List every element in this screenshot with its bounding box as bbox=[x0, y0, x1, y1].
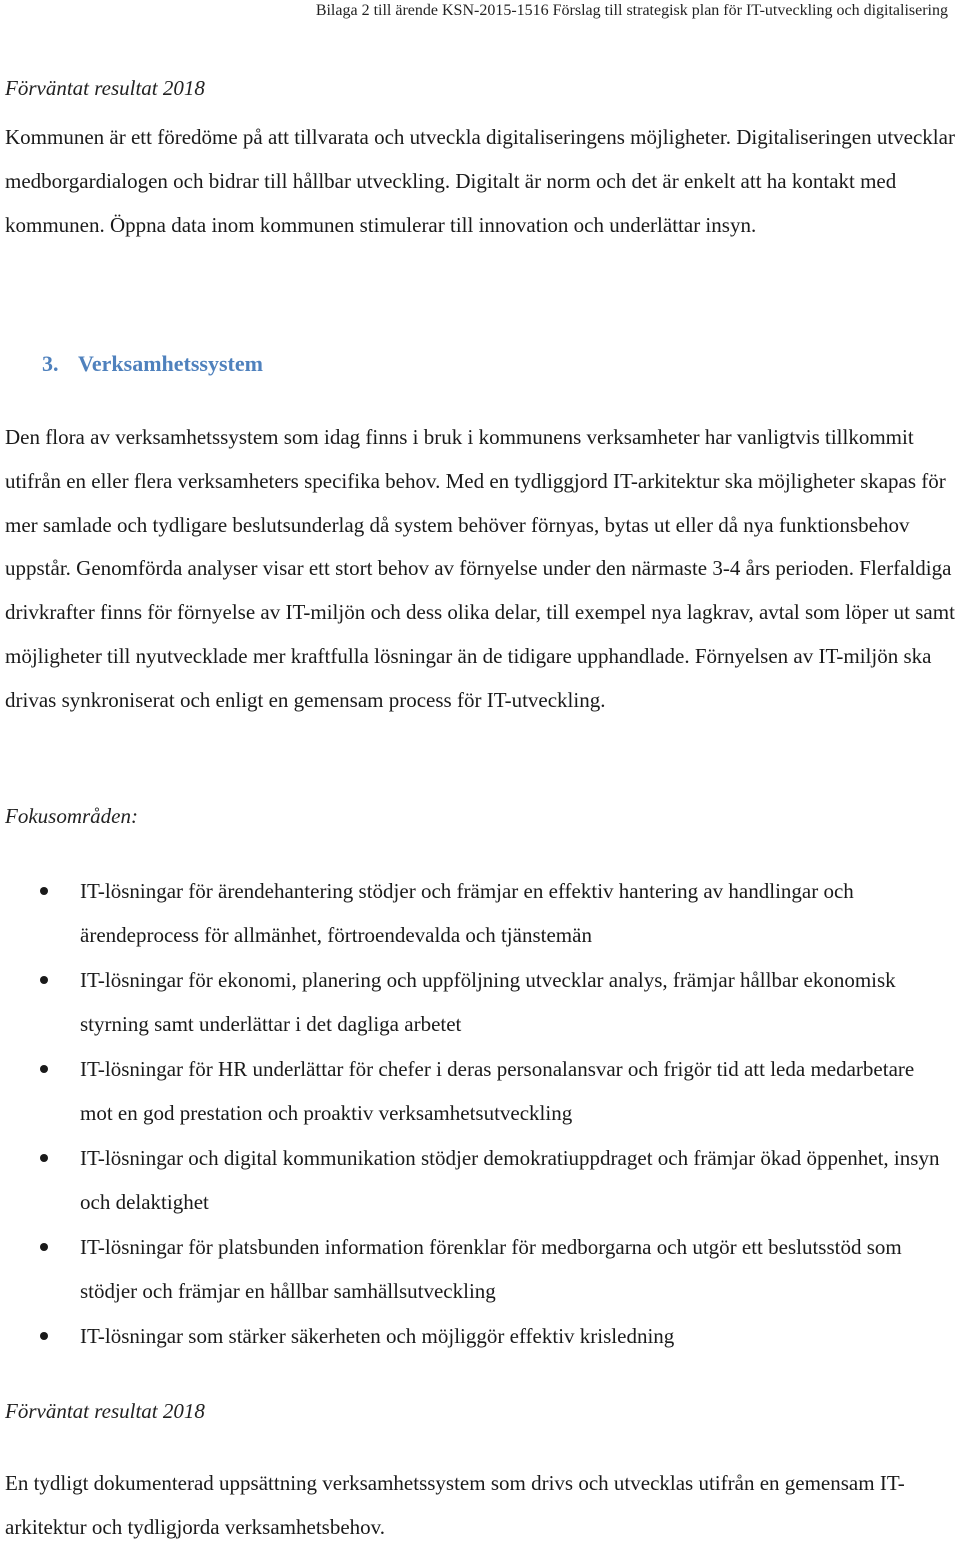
list-item bbox=[0, 869, 960, 957]
bullet-icon bbox=[40, 1243, 48, 1251]
list-item-text: IT-lösningar för ärendehantering stödjer och främjar en effektiv hantering av handlingar och ärendeprocess för allmänhet, förtroendevalda och tjänstemän bbox=[80, 879, 854, 947]
bullet-icon bbox=[40, 1154, 48, 1162]
list-item-text: IT-lösningar för HR underlättar för chefer i deras personalansvar och frigör tid att leda medarbetare mot en god prestation och proaktiv verksamhetsutveckling bbox=[80, 1057, 915, 1125]
section-heading-3 bbox=[42, 348, 263, 380]
section-title: Verksamhetssystem bbox=[78, 351, 263, 376]
bullet-icon bbox=[40, 1065, 48, 1073]
focus-areas-heading: Fokusområden: bbox=[5, 804, 138, 828]
list-item-text: IT-lösningar för ekonomi, planering och uppföljning utvecklar analys, främjar hållbar ekonomisk styrning samt underlättar i det dagliga arbetet bbox=[80, 968, 896, 1036]
list-item bbox=[0, 1047, 960, 1135]
list-item-text: IT-lösningar för platsbunden information förenklar för medborgarna och utgör ett beslutsstöd som stödjer och främjar en hållbar samhällsutveckling bbox=[80, 1235, 902, 1303]
bullet-icon bbox=[40, 976, 48, 984]
focus-areas-list bbox=[0, 869, 960, 1359]
list-item bbox=[0, 958, 960, 1046]
section-3-paragraph: Den flora av verksamhetssystem som idag finns i bruk i kommunens verksamheter har vanligtvis tillkommit utifrån en eller flera verksamheters specifika behov. Med en tydliggjord IT-arkitektur ska möjligheter skapas för mer samlade och tydligare beslutsunderlag då system behöver förnyas, bytas ut eller då nya funktionsbehov uppstår. Genomförda analyser visar ett stort behov av förnyelse under den närmaste 3-4 års perioden. Flerfaldiga drivkrafter finns för förnyelse av IT-miljön och dess olika delar, till exempel nya lagkrav, avtal som löper ut samt möjligheter till nyutvecklade mer kraftfulla lösningar än de tidigare upphandlade. Förnyelsen av IT-miljön ska drivas synkroniserat och enligt en gemensam process för IT-utveckling. bbox=[5, 425, 955, 712]
bullet-icon bbox=[40, 1332, 48, 1340]
list-item-text: IT-lösningar som stärker säkerheten och möjliggör effektiv krisledning bbox=[80, 1324, 675, 1348]
list-item bbox=[0, 1136, 960, 1224]
expected-result-paragraph-1: Kommunen är ett föredöme på att tillvarata och utveckla digitaliseringens möjligheter. Digitaliseringen utvecklar medborgardialogen och bidrar till hållbar utveckling. Digitalt är norm och det är enkelt att ha kontakt med kommunen. Öppna data inom kommunen stimulerar till innovation och underlättar insyn. bbox=[5, 125, 955, 237]
expected-result-heading-1: Förväntat resultat 2018 bbox=[5, 76, 205, 100]
section-number: 3. bbox=[42, 351, 59, 376]
list-item-text: IT-lösningar och digital kommunikation stödjer demokratiuppdraget och främjar ökad öppenhet, insyn och delaktighet bbox=[80, 1146, 940, 1214]
list-item bbox=[0, 1225, 960, 1313]
expected-result-heading-2: Förväntat resultat 2018 bbox=[5, 1399, 205, 1423]
expected-result-paragraph-2: En tydligt dokumenterad uppsättning verksamhetssystem som drivs och utvecklas utifrån en gemensam IT-arkitektur och tydligjorda verksamhetsbehov. bbox=[5, 1471, 905, 1539]
bullet-icon bbox=[40, 887, 48, 895]
page-header-note: Bilaga 2 till ärende KSN-2015-1516 Förslag till strategisk plan för IT-utveckling och digitalisering bbox=[315, 2, 948, 19]
list-item bbox=[0, 1314, 960, 1358]
